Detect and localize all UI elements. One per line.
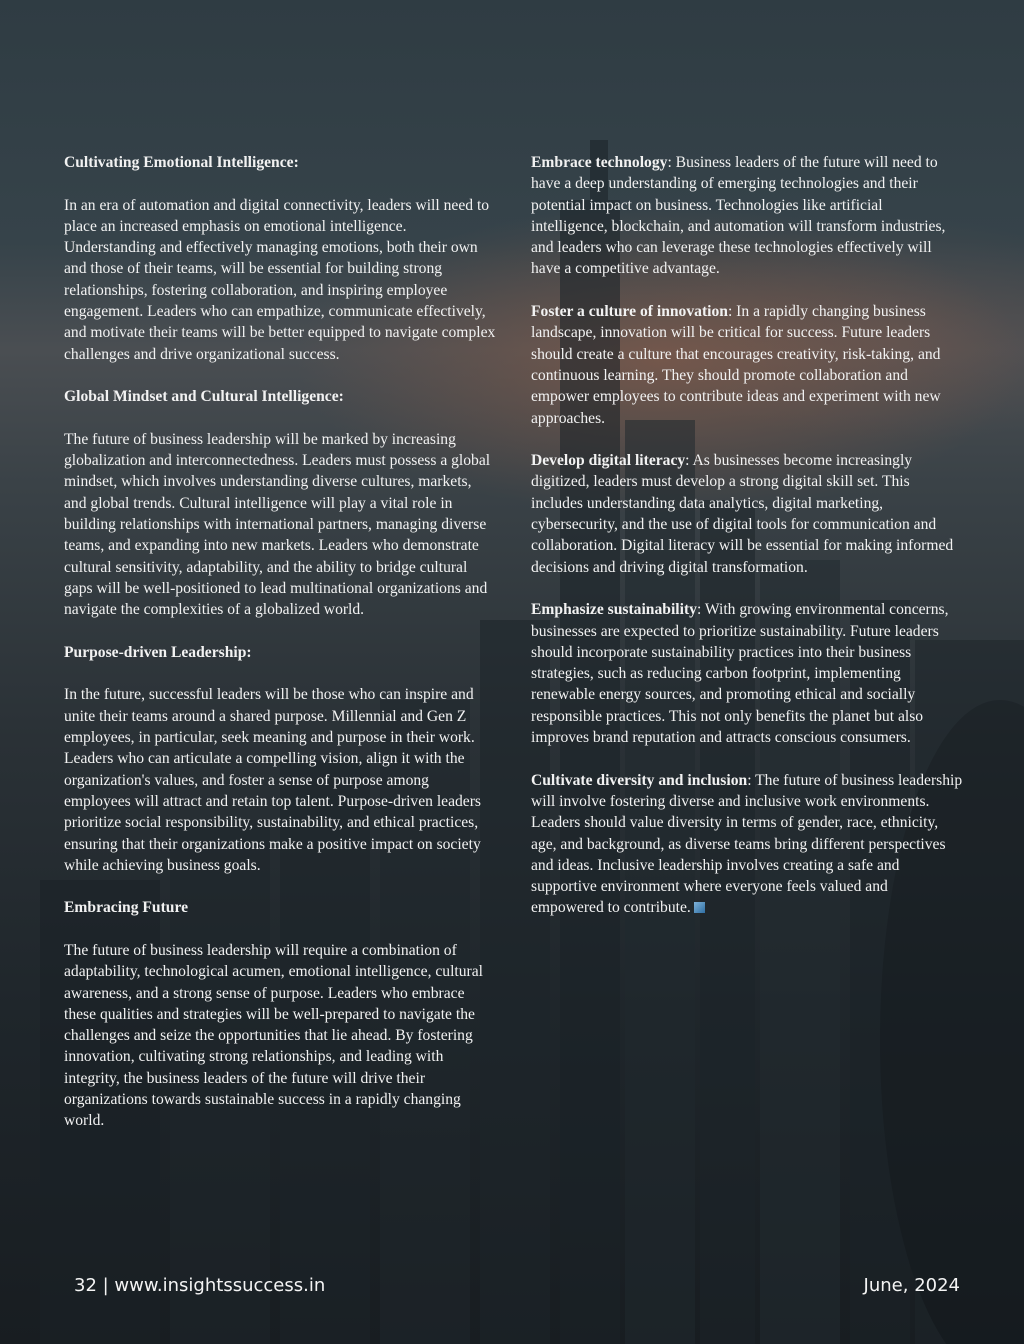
- point-lead: Cultivate diversity and inclusion: [531, 771, 748, 789]
- section-heading-purpose-driven: Purpose-driven Leadership:: [64, 643, 252, 661]
- paragraph-global-mindset: The future of business leadership will be marked by increasing globalization and interconnectedness. Leaders must possess a global mindset, which involves understanding diverse cultures, markets, and global trends. Cultural intelligence will play a vital role in building relationships with international partners, managing diverse teams, and expanding into new markets. Leaders who demonstrate cultural sensitivity, adaptability, and the ability to bridge cultural gaps will be well-positioned to lead multinational organizations and navigate the complexities of a globalized world.: [64, 430, 491, 619]
- section-heading-emotional-intelligence: Cultivating Emotional Intelligence:: [64, 154, 299, 171]
- left-text-column: [64, 152, 496, 1153]
- point-culture-of-innovation: [531, 301, 963, 429]
- point-diversity-inclusion: [531, 770, 963, 919]
- point-digital-literacy: [531, 450, 963, 578]
- section-heading-embracing-future: Embracing Future: [64, 899, 189, 917]
- point-lead: Foster a culture of innovation: [531, 303, 728, 321]
- point-lead: Develop digital literacy: [531, 452, 686, 470]
- point-sustainability: [531, 599, 963, 748]
- right-text-column: [531, 152, 963, 940]
- footer-date: June, 2024: [863, 1275, 960, 1296]
- point-text: : Business leaders of the future will need to have a deep understanding of emerging technologies and their potential impact on business. Technologies like artificial intelligence, blockchain, and automation will transform industries, and leaders who can leverage these technologies effectively will have a competitive advantage.: [531, 154, 946, 278]
- point-text: : In a rapidly changing business landscape, innovation will be critical for success. Future leaders should create a culture that encourages creativity, risk-taking, and continuous learning. They should promote collaboration and empower employees to contribute ideas and experiment with new approaches.: [531, 303, 941, 427]
- section-heading-global-mindset: Global Mindset and Cultural Intelligence:: [64, 388, 344, 406]
- paragraph-purpose-driven: In the future, successful leaders will be those who can inspire and unite their teams around a shared purpose. Millennial and Gen Z employees, in particular, seek meaning and purpose in their work. Leaders who can articulate a compelling vision, align it with the organization's values, and foster a sense of purpose among employees will attract and retain top talent. Purpose-driven leaders prioritize social responsibility, sustainability, and ethical practices, ensuring that their organizations make a positive impact on society while achieving business goals.: [64, 686, 481, 874]
- point-text: : With growing environmental concerns, businesses are expected to prioritize sustainability. Future leaders should incorporate sustainability practices into their business strategies, such as reducing carbon footprint, implementing renewable energy sources, and promoting ethical and socially responsible practices. This not only benefits the planet but also improves brand reputation and attracts conscious consumers.: [531, 601, 949, 747]
- point-lead: Emphasize sustainability: [531, 601, 697, 619]
- paragraph-emotional-intelligence: In an era of automation and digital connectivity, leaders will need to place an increased emphasis on emotional intelligence. Understanding and effectively managing emotions, both their own and those of their teams, will be essential for building strong relationships, fostering collaboration, and inspiring employee engagement. Leaders who can empathize, communicate effectively, and motivate their teams will be better equipped to navigate complex challenges and drive organizational success.: [64, 196, 496, 363]
- point-lead: Embrace technology: [531, 154, 668, 171]
- footer-page-and-url: 32 | www.insightssuccess.in: [74, 1275, 326, 1296]
- paragraph-embracing-future: The future of business leadership will require a combination of adaptability, technological acumen, emotional intelligence, cultural awareness, and a strong sense of purpose. Leaders who embrace these qualities and strategies will be well-prepared to navigate the challenges and seize the opportunities that lie ahead. By fostering innovation, cultivating strong relationships, and leading with integrity, the business leaders of the future will drive their organizations towards sustainable success in a rapidly changing world.: [64, 941, 483, 1130]
- point-embrace-technology: [531, 152, 963, 280]
- end-of-article-mark-icon: [694, 902, 705, 913]
- point-text: : The future of business leadership will involve fostering diverse and inclusive work environments. Leaders should value diversity in terms of gender, race, ethnicity, age, and background, as diverse teams bring different perspectives and ideas. Inclusive leadership involves creating a safe and supportive environment where everyone feels valued and empowered to contribute.: [531, 771, 963, 917]
- point-text: : As businesses become increasingly digitized, leaders must develop a strong digital skill set. This includes understanding data analytics, digital marketing, cybersecurity, and the use of digital tools for communication and collaboration. Digital literacy will be essential for making informed decisions and driving digital transformation.: [531, 452, 954, 576]
